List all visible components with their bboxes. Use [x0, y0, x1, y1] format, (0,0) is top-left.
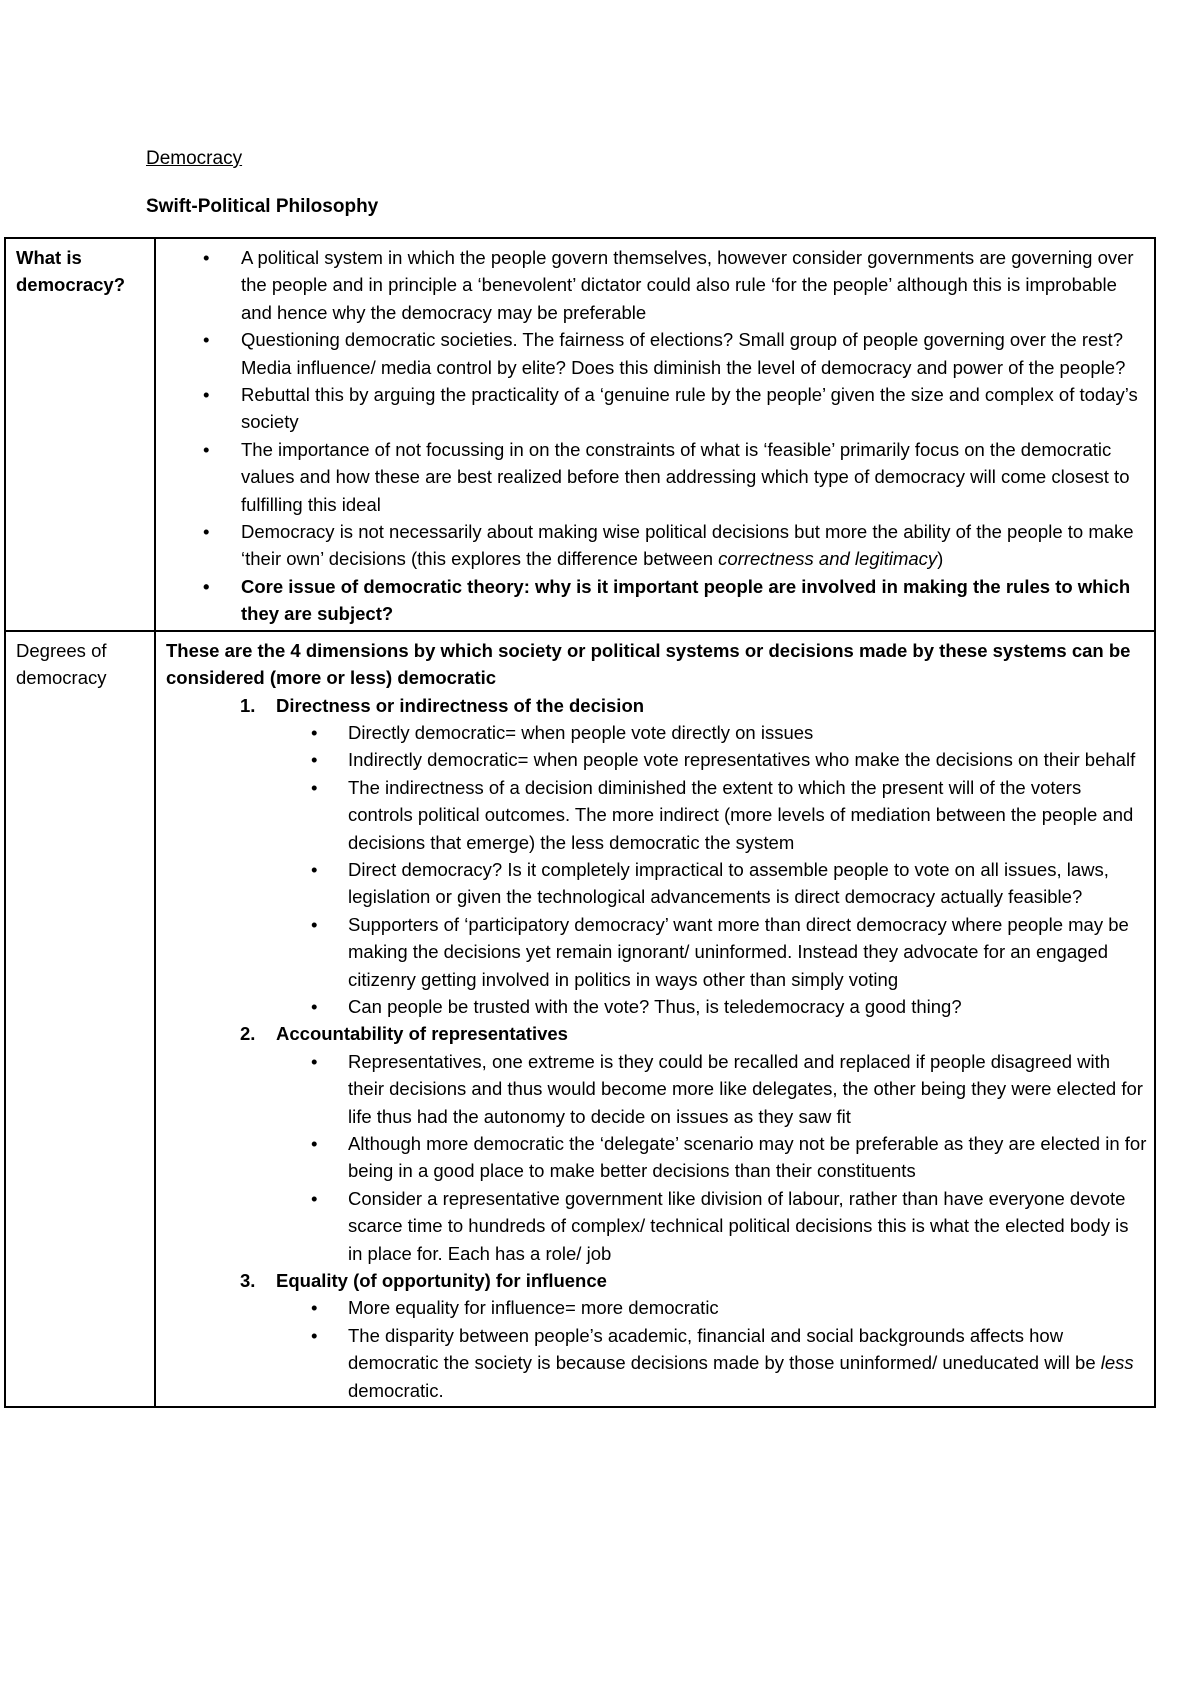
dimensions-list: [166, 692, 1148, 1405]
list-item: • Direct democracy? Is it completely impractical to assemble people to vote on all issues, laws, legislation or given the technological advancements is direct democracy actually feasible?: [348, 856, 1148, 911]
list-item: • Although more democratic the ‘delegate’ scenario may not be preferable as they are elected in for being in a good place to make better decisions than their constituents: [348, 1130, 1148, 1185]
text-run: The disparity between people’s academic, financial and social backgrounds affects how democratic the society is because decisions made by those uninformed/ uneducated will be: [348, 1324, 1101, 1374]
dimension-number: 3.: [240, 1270, 256, 1292]
dimension-number: 2.: [240, 1023, 256, 1045]
text-run: democratic.: [348, 1379, 444, 1401]
row-content-degrees-of-democracy: [155, 631, 1155, 1407]
row-content-what-is-democracy: [155, 238, 1155, 631]
table-row: [5, 238, 1155, 631]
list-item: • More equality for influence= more democratic: [348, 1294, 1148, 1321]
list-item: • Representatives, one extreme is they could be recalled and replaced if people disagreed with their decisions and thus would become more like delegates, the other being they were elected for life thus had the autonomy to decide on issues as they saw fit: [348, 1048, 1148, 1130]
dimension-item: [240, 692, 1148, 1021]
notes-table: [4, 237, 1156, 1408]
list-item: • A political system in which the people govern themselves, however consider governments are governing over the people and in principle a ‘benevolent’ dictator could also rule ‘for the people’ although this is improbable and hence why the democracy may be preferable: [241, 244, 1148, 326]
bullet-list: [166, 244, 1148, 628]
list-item: • Consider a representative government like division of labour, rather than have everyone devote scarce time to hundreds of complex/ technical political decisions this is what the elected body is in place for. Each has a role/ job: [348, 1185, 1148, 1267]
document-subtitle: Swift-Political Philosophy: [146, 196, 379, 217]
text-run: Democracy is not necessarily about making wise political decisions but more the ability of the people to make ‘their own’ decisions (this explores the difference between: [241, 521, 1134, 570]
italic-text: correctness and legitimacy: [718, 548, 938, 570]
document-title: Democracy: [146, 148, 243, 169]
dimension-item: [240, 1267, 1148, 1404]
list-item: • Supporters of ‘participatory democracy’ want more than direct democracy where people may be making the decisions yet remain ignorant/ uninformed. Instead they advocate for an engaged citizenry getting involved in politics in ways other than simply voting: [348, 911, 1148, 993]
list-item: • Questioning democratic societies. The fairness of elections? Small group of people governing over the rest? Media influence/ media control by elite? Does this diminish the level of democracy and power of the people?: [241, 326, 1148, 381]
row-label-what-is-democracy: What is democracy?: [5, 238, 155, 631]
bullet-list: [276, 1048, 1148, 1267]
list-item: • The indirectness of a decision diminished the extent to which the present will of the voters controls political outcomes. The more indirect (more levels of mediation between the people and decisions that emerge) the less democratic the system: [348, 774, 1148, 856]
list-item: • The importance of not focussing in on the constraints of what is ‘feasible’ primarily focus on the democratic values and how these are best realized before then addressing which type of democracy will come closest to fulfilling this ideal: [241, 436, 1148, 518]
dimensions-intro: These are the 4 dimensions by which society or political systems or decisions made by these systems can be considered (more or less) democratic: [166, 639, 1131, 689]
list-item: • Can people be trusted with the vote? Thus, is teledemocracy a good thing?: [348, 993, 1148, 1020]
dimension-title: Equality (of opportunity) for influence: [276, 1270, 607, 1292]
list-item: • Directly democratic= when people vote directly on issues: [348, 719, 1148, 746]
list-item: • Indirectly democratic= when people vote representatives who make the decisions on their behalf: [348, 746, 1148, 773]
bullet-list: [276, 719, 1148, 1020]
row-label-degrees-of-democracy: Degrees of democracy: [5, 631, 155, 1407]
list-item: [348, 1322, 1148, 1404]
dimension-number: 1.: [240, 694, 256, 716]
list-item: [241, 518, 1148, 573]
italic-text: less: [1100, 1352, 1134, 1374]
bullet-list: [276, 1294, 1148, 1404]
dimension-title: Accountability of representatives: [276, 1023, 568, 1045]
text-run: ): [937, 548, 944, 570]
list-item: • Rebuttal this by arguing the practicality of a ‘genuine rule by the people’ given the size and complex of today’s society: [241, 381, 1148, 436]
dimension-title: Directness or indirectness of the decision: [276, 694, 645, 716]
dimension-item: [240, 1020, 1148, 1267]
list-item-core-issue: • Core issue of democratic theory: why is it important people are involved in making the rules to which they are subject?: [241, 573, 1148, 628]
table-row: [5, 631, 1155, 1407]
